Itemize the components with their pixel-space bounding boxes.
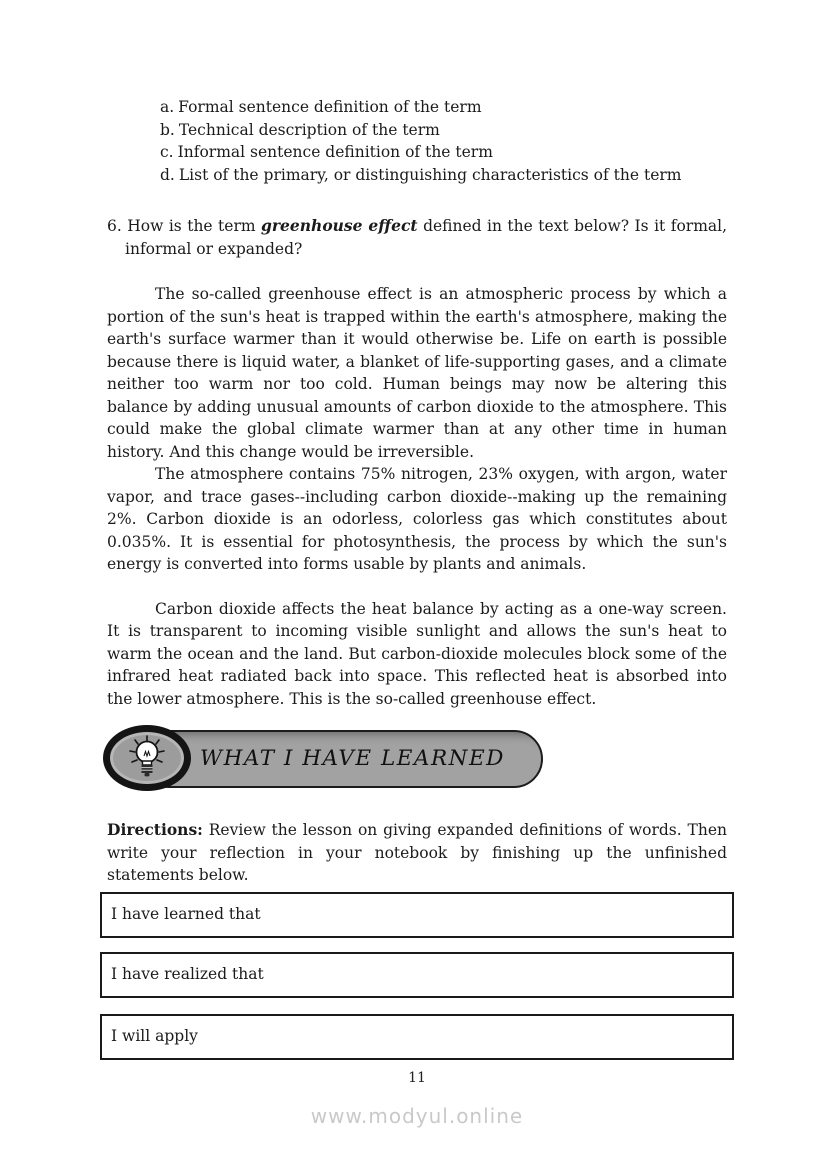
question-text-pre: How is the term <box>127 217 256 235</box>
directions-label: Directions: <box>107 820 203 839</box>
option-text: Informal sentence definition of the term <box>177 143 493 161</box>
reflection-prompt: I have learned that <box>111 905 261 924</box>
question-number: 6. <box>107 217 122 235</box>
banner-capsule <box>140 730 543 788</box>
page-number: 11 <box>408 1069 426 1086</box>
definition-option-a <box>160 96 727 119</box>
definition-options-list <box>160 96 727 186</box>
option-text: Formal sentence definition of the term <box>178 98 482 116</box>
definition-option-b <box>160 119 727 142</box>
reflection-prompt: I will apply <box>111 1027 198 1046</box>
option-letter: d. <box>160 165 175 184</box>
definition-option-d <box>160 164 727 187</box>
lightbulb-icon <box>103 725 191 791</box>
watermark: www.modyul.online <box>310 1104 524 1128</box>
banner-title: WHAT I HAVE LEARNED <box>200 745 505 771</box>
reflection-box-learned <box>100 892 734 938</box>
option-text: List of the primary, or distinguishing characteristics of the term <box>178 165 682 184</box>
question-6 <box>107 215 727 260</box>
passage-paragraph-1: The so-called greenhouse effect is an atmospheric process by which a portion of the sun's heat is trapped within the earth's atmosphere, making the earth's surface warmer than it would otherwise be. Life on earth is possible because there is liquid water, a blanket of life-supporting gases, and a climate neither too warm nor too cold. Human beings may now be altering this balance by adding unusual amounts of carbon dioxide to the atmosphere. This could make the global climate warmer than at any other time in human history. And this change would be irreversible. <box>107 285 727 461</box>
option-letter: b. <box>160 120 175 139</box>
reflection-prompt: I have realized that <box>111 965 264 984</box>
reflection-box-apply <box>100 1014 734 1060</box>
definition-option-c <box>160 141 727 164</box>
directions-text <box>107 819 727 887</box>
option-letter: a. <box>160 98 175 116</box>
passage-paragraph-2: The atmosphere contains 75% nitrogen, 23% oxygen, with argon, water vapor, and trace gases--including carbon dioxide--making up the remaining 2%. Carbon dioxide is an odorless, colorless gas which constitutes about 0.035%. It is essential for photosynthesis, the process by which the sun's energy is converted into forms usable by plants and animals. <box>107 465 727 573</box>
option-text: Technical description of the term <box>178 120 440 139</box>
directions-body: Review the lesson on giving expanded definitions of words. Then write your reflection in your notebook by finishing up the unfinished statements below. <box>107 821 727 884</box>
reflection-box-realized <box>100 952 734 998</box>
question-term: greenhouse effect <box>261 216 418 235</box>
passage-paragraph-3: Carbon dioxide affects the heat balance by acting as a one-way screen. It is transparent to incoming visible sunlight and allows the sun's heat to warm the ocean and the land. But carbon-dioxide molecules block some of the infrared heat radiated back into space. This reflected heat is absorbed into the lower atmosphere. This is the so-called greenhouse effect. <box>107 599 727 708</box>
what-i-have-learned-banner <box>103 725 589 791</box>
option-letter: c. <box>160 143 174 161</box>
question-text-post: defined in the text below? Is it formal, informal or expanded? <box>125 217 728 258</box>
